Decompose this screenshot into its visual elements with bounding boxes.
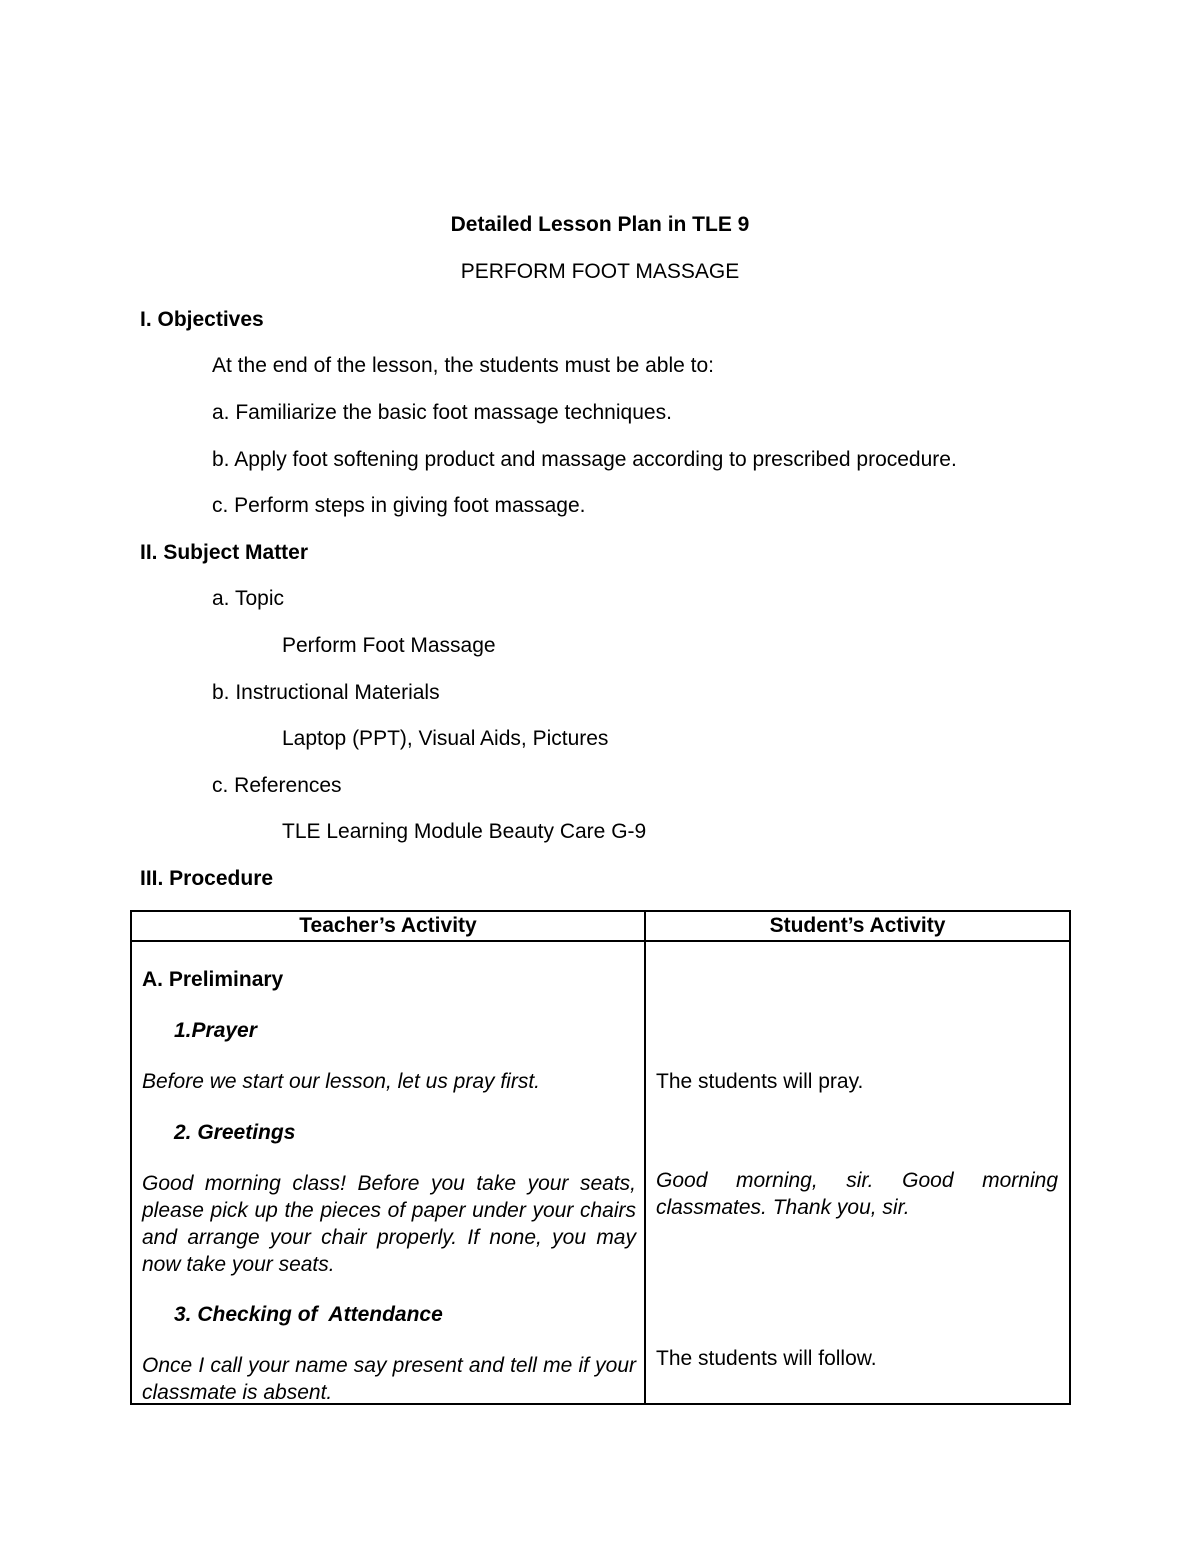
table-header-row [131,911,1070,941]
topic-value: Perform Foot Massage [282,634,496,657]
topic-label: a. Topic [212,587,284,610]
teacher-activity-header: Teacher’s Activity [131,911,645,941]
attendance-heading: 3. Checking of Attendance [174,1303,443,1326]
attendance-student-text: The students will follow. [656,1347,877,1370]
attendance-teacher-text: Once I call your name say present and tell me if your classmate is absent. [142,1354,636,1404]
student-activity-cell [645,941,1070,1404]
procedure-heading: III. Procedure [140,867,274,890]
greetings-teacher-text: Good morning class! Before you take your seats, please pick up the pieces of paper under your chairs and arrange your chair properly. If none, you may now take your seats. [142,1172,636,1276]
greetings-student-text: Good morning, sir. Good morning classmates. Thank you, sir. [656,1169,1058,1219]
prayer-heading: 1.Prayer [174,1019,257,1042]
teacher-activity-cell [131,941,645,1404]
document-title: Detailed Lesson Plan in TLE 9 [450,213,750,236]
references-label: c. References [212,774,342,797]
objective-item: b. Apply foot softening product and massage according to prescribed procedure. [212,448,957,471]
prayer-teacher-text: Before we start our lesson, let us pray first. [142,1070,540,1093]
student-activity-header: Student’s Activity [645,911,1070,941]
materials-value: Laptop (PPT), Visual Aids, Pictures [282,727,609,750]
objectives-heading: I. Objectives [140,308,264,331]
objectives-intro: At the end of the lesson, the students must be able to: [212,354,714,377]
prayer-student-text: The students will pray. [656,1070,864,1093]
greetings-heading: 2. Greetings [174,1121,296,1144]
document-subtitle: PERFORM FOOT MASSAGE [460,260,740,283]
materials-label: b. Instructional Materials [212,681,440,704]
objective-item: a. Familiarize the basic foot massage techniques. [212,401,672,424]
references-value: TLE Learning Module Beauty Care G-9 [282,820,647,843]
objective-item: c. Perform steps in giving foot massage. [212,494,586,517]
table-row [131,941,1070,1404]
preliminary-heading: A. Preliminary [142,968,284,991]
subject-matter-heading: II. Subject Matter [140,541,309,564]
procedure-table [130,910,1071,1405]
